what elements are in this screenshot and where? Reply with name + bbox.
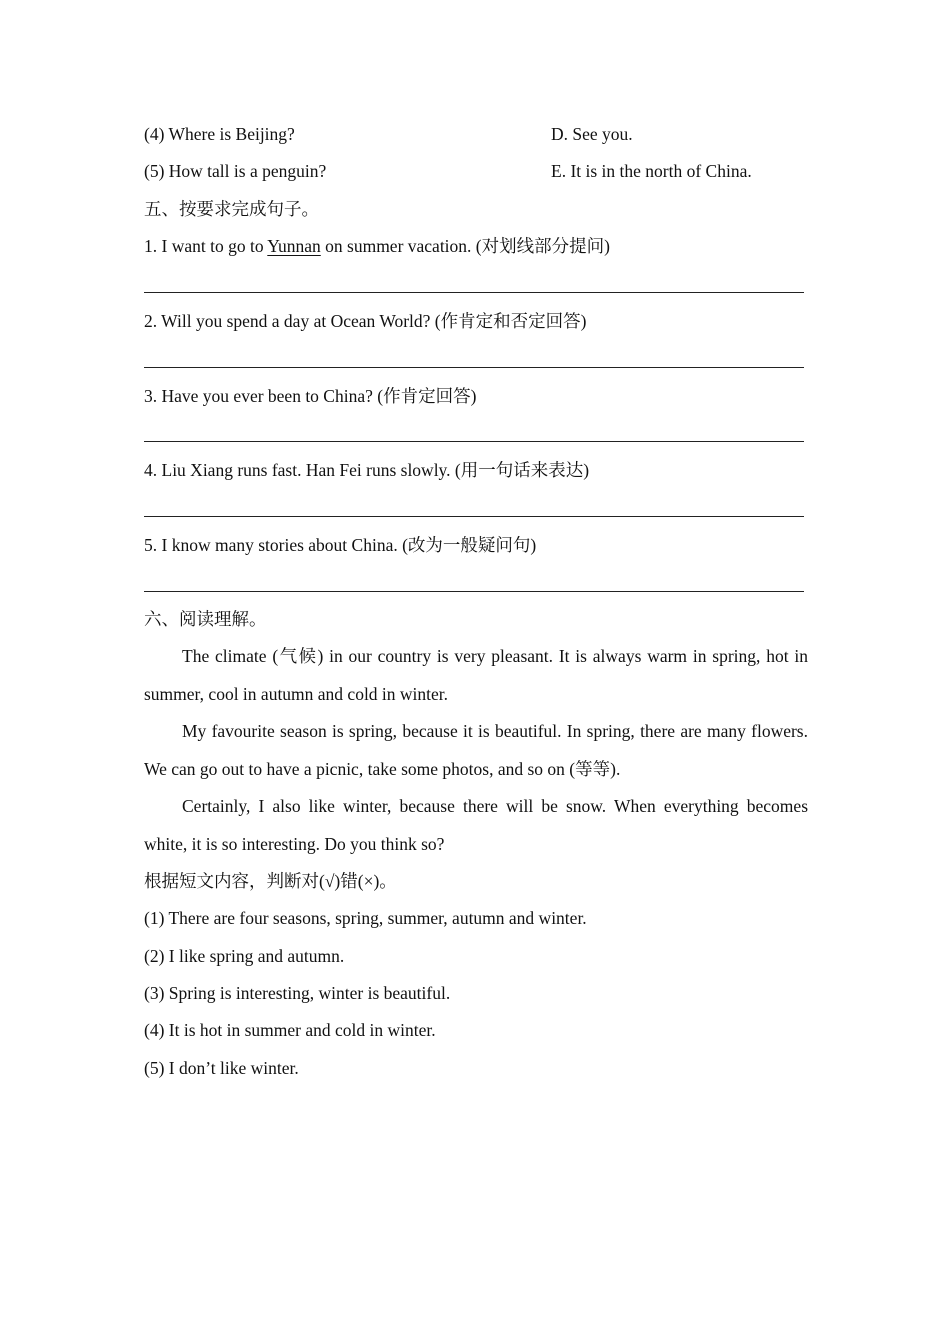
matching-question-4: (4) Where is Beijing? (144, 124, 295, 144)
answer-line-4[interactable] (144, 516, 804, 517)
reading-paragraph-2: My favourite season is spring, because it is beautiful. In spring, there are many flowers. We can go out to have a picnic, take some photos, and so on (等等). (144, 721, 808, 779)
matching-answer-e: E. It is in the north of China. (551, 161, 752, 181)
reading-paragraph-3: Certainly, I also like winter, because there will be snow. When everything becomes white, it is so interesting. Do you think so? (144, 796, 808, 854)
statement-2: (2) I like spring and autumn. (144, 946, 345, 966)
sentence-1-post: on summer vacation. (对划线部分提问) (320, 236, 610, 256)
sentence-item-2: 2. Will you spend a day at Ocean World? (作肯定和否定回答) (144, 311, 587, 331)
statement-4: (4) It is hot in summer and cold in winter. (144, 1020, 436, 1040)
statement-3: (3) Spring is interesting, winter is beautiful. (144, 983, 451, 1003)
answer-line-3[interactable] (144, 441, 804, 442)
sentence-item-4: 4. Liu Xiang runs fast. Han Fei runs slowly. (用一句话来表达) (144, 460, 590, 480)
section-6-heading: 六、阅读理解。 (144, 609, 267, 629)
answer-line-1[interactable] (144, 292, 804, 293)
matching-question-5: (5) How tall is a penguin? (144, 161, 327, 181)
true-false-instruction: 根据短文内容，判断对(√)错(×)。 (144, 871, 397, 891)
statement-5: (5) I don’t like winter. (144, 1058, 299, 1078)
sentence-1-underlined: Yunnan (267, 236, 321, 256)
sentence-1-pre: 1. I want to go to (144, 236, 268, 256)
statement-1: (1) There are four seasons, spring, summer, autumn and winter. (144, 908, 587, 928)
answer-line-2[interactable] (144, 367, 804, 368)
sentence-item-3: 3. Have you ever been to China? (作肯定回答) (144, 386, 477, 406)
sentence-item-1 (144, 234, 610, 258)
answer-line-5[interactable] (144, 591, 804, 592)
matching-answer-d: D. See you. (551, 124, 633, 144)
reading-paragraph-1: The climate (气候) in our country is very pleasant. It is always warm in spring, hot in summer, cool in autumn and cold in winter. (144, 646, 808, 704)
sentence-item-5: 5. I know many stories about China. (改为一般疑问句) (144, 535, 537, 555)
section-5-heading: 五、按要求完成句子。 (144, 199, 319, 219)
